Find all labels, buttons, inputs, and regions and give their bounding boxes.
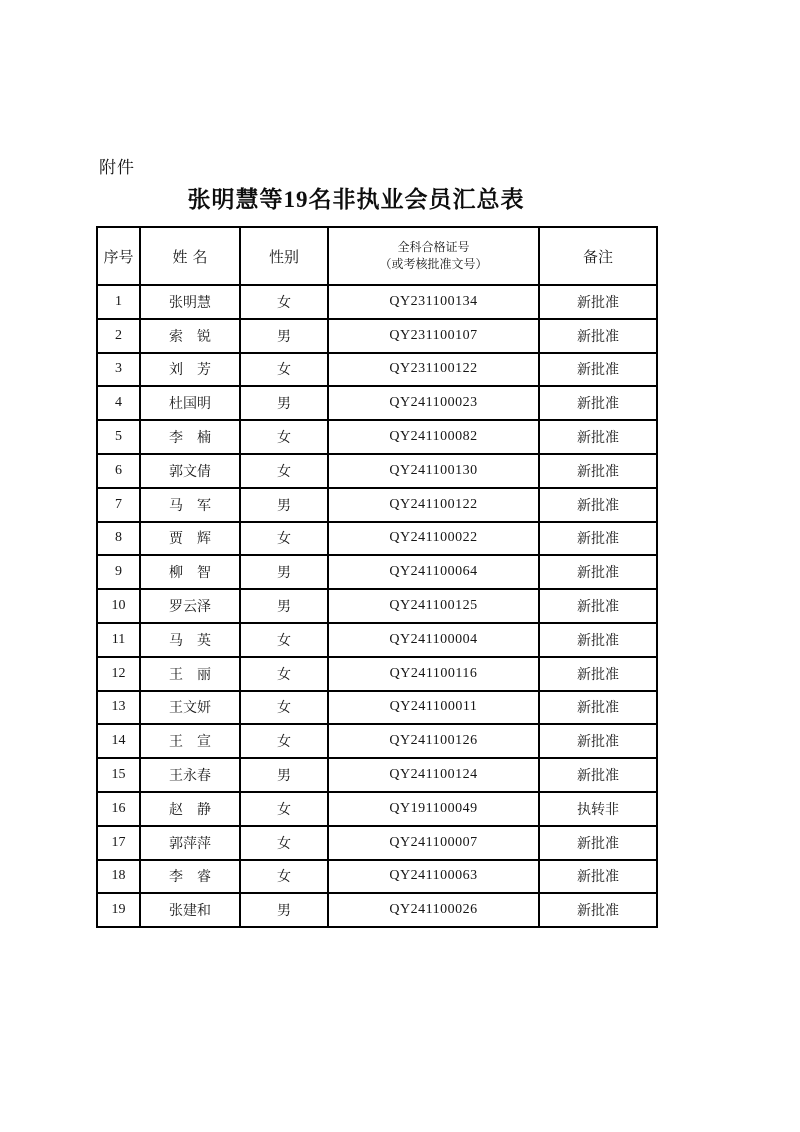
cell-name: 郭萍萍: [140, 826, 240, 860]
cell-no: 1: [97, 285, 140, 319]
cell-gender: 男: [240, 758, 328, 792]
cell-no: 18: [97, 860, 140, 894]
cell-name: 贾 辉: [140, 522, 240, 556]
cell-cert: QY241100124: [328, 758, 539, 792]
cell-no: 12: [97, 657, 140, 691]
cell-gender: 女: [240, 522, 328, 556]
cell-remark: 新批准: [539, 589, 657, 623]
cell-no: 7: [97, 488, 140, 522]
cell-no: 8: [97, 522, 140, 556]
cell-cert: QY241100026: [328, 893, 539, 927]
cell-gender: 男: [240, 386, 328, 420]
cell-cert: QY241100011: [328, 691, 539, 725]
table-row: [97, 454, 657, 488]
attachment-label: 附件: [99, 158, 135, 177]
table-row: [97, 353, 657, 387]
cell-no: 4: [97, 386, 140, 420]
members-table: [96, 226, 658, 928]
cell-no: 19: [97, 893, 140, 927]
cell-gender: 女: [240, 420, 328, 454]
header-remark: 备注: [539, 227, 657, 285]
cell-name: 马 军: [140, 488, 240, 522]
cell-no: 6: [97, 454, 140, 488]
cell-no: 15: [97, 758, 140, 792]
cell-no: 5: [97, 420, 140, 454]
cell-cert: QY241100064: [328, 555, 539, 589]
cell-name: 马 英: [140, 623, 240, 657]
header-cert: [328, 227, 539, 285]
cell-cert: QY231100122: [328, 353, 539, 387]
cell-remark: 新批准: [539, 454, 657, 488]
cell-remark: 新批准: [539, 420, 657, 454]
cell-name: 赵 静: [140, 792, 240, 826]
cell-remark: 新批准: [539, 386, 657, 420]
cell-no: 10: [97, 589, 140, 623]
cell-cert: QY241100122: [328, 488, 539, 522]
header-gender: 性别: [240, 227, 328, 285]
cell-name: 索 锐: [140, 319, 240, 353]
cell-name: 王 丽: [140, 657, 240, 691]
table-row: [97, 488, 657, 522]
header-row: [97, 227, 657, 285]
table-row: [97, 623, 657, 657]
cell-remark: 新批准: [539, 657, 657, 691]
table-row: [97, 386, 657, 420]
cell-remark: 新批准: [539, 623, 657, 657]
cell-remark: 新批准: [539, 319, 657, 353]
cell-cert: QY241100082: [328, 420, 539, 454]
cell-no: 11: [97, 623, 140, 657]
cell-remark: 新批准: [539, 758, 657, 792]
cell-gender: 女: [240, 724, 328, 758]
cell-gender: 女: [240, 860, 328, 894]
cell-gender: 男: [240, 488, 328, 522]
header-name: 姓名: [140, 227, 240, 285]
cell-remark: 新批准: [539, 826, 657, 860]
cell-name: 王 宣: [140, 724, 240, 758]
cell-remark: 新批准: [539, 555, 657, 589]
cell-no: 16: [97, 792, 140, 826]
cell-remark: 新批准: [539, 488, 657, 522]
table-row: [97, 589, 657, 623]
cell-no: 13: [97, 691, 140, 725]
cell-name: 杜国明: [140, 386, 240, 420]
table-row: [97, 555, 657, 589]
cell-cert: QY241100125: [328, 589, 539, 623]
header-cert-line2: （或考核批准文号）: [379, 257, 488, 271]
cell-remark: 新批准: [539, 860, 657, 894]
table-row: [97, 285, 657, 319]
table-row: [97, 420, 657, 454]
cell-no: 2: [97, 319, 140, 353]
cell-gender: 女: [240, 691, 328, 725]
cell-gender: 男: [240, 589, 328, 623]
table-row: [97, 657, 657, 691]
cell-gender: 女: [240, 792, 328, 826]
cell-no: 9: [97, 555, 140, 589]
cell-cert: QY241100022: [328, 522, 539, 556]
cell-name: 柳 智: [140, 555, 240, 589]
cell-remark: 新批准: [539, 353, 657, 387]
cell-gender: 女: [240, 285, 328, 319]
cell-cert: QY231100134: [328, 285, 539, 319]
cell-gender: 女: [240, 353, 328, 387]
cell-name: 张明慧: [140, 285, 240, 319]
cell-remark: 新批准: [539, 691, 657, 725]
table-row: [97, 826, 657, 860]
cell-cert: QY241100116: [328, 657, 539, 691]
cell-cert: QY241100126: [328, 724, 539, 758]
cell-remark: 新批准: [539, 893, 657, 927]
cell-gender: 男: [240, 555, 328, 589]
cell-name: 王永春: [140, 758, 240, 792]
cell-name: 李 睿: [140, 860, 240, 894]
cell-cert: QY191100049: [328, 792, 539, 826]
table-row: [97, 758, 657, 792]
cell-remark: 执转非: [539, 792, 657, 826]
cell-cert: QY231100107: [328, 319, 539, 353]
cell-remark: 新批准: [539, 522, 657, 556]
cell-cert: QY241100007: [328, 826, 539, 860]
table-row: [97, 860, 657, 894]
table-row: [97, 724, 657, 758]
header-cert-line1: 全科合格证号: [397, 239, 470, 254]
cell-cert: QY241100004: [328, 623, 539, 657]
cell-name: 李 楠: [140, 420, 240, 454]
cell-name: 刘 芳: [140, 353, 240, 387]
cell-name: 郭文倩: [140, 454, 240, 488]
cell-no: 17: [97, 826, 140, 860]
page-title: 张明慧等19名非执业会员汇总表: [187, 187, 525, 212]
table-row: [97, 319, 657, 353]
cell-remark: 新批准: [539, 724, 657, 758]
cell-cert: QY241100023: [328, 386, 539, 420]
cell-gender: 女: [240, 454, 328, 488]
cell-gender: 女: [240, 826, 328, 860]
cell-cert: QY241100130: [328, 454, 539, 488]
table-row: [97, 893, 657, 927]
cell-remark: 新批准: [539, 285, 657, 319]
cell-name: 罗云泽: [140, 589, 240, 623]
cell-no: 14: [97, 724, 140, 758]
cell-gender: 女: [240, 623, 328, 657]
cell-gender: 女: [240, 657, 328, 691]
table-body: [97, 285, 657, 927]
cell-name: 张建和: [140, 893, 240, 927]
cell-cert: QY241100063: [328, 860, 539, 894]
table-row: [97, 691, 657, 725]
header-no: 序号: [97, 227, 140, 285]
cell-gender: 男: [240, 893, 328, 927]
table-row: [97, 522, 657, 556]
cell-gender: 男: [240, 319, 328, 353]
cell-no: 3: [97, 353, 140, 387]
cell-name: 王文妍: [140, 691, 240, 725]
table-row: [97, 792, 657, 826]
